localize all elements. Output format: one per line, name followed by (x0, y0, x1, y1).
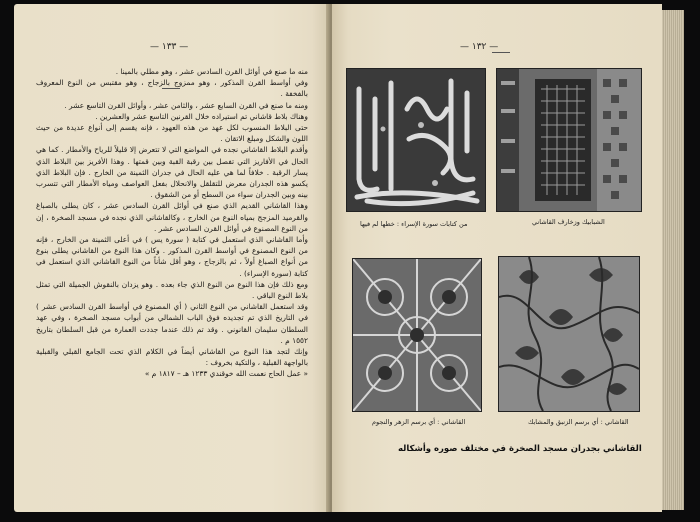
paragraph: وهذا القاشاني القديم الذي صنع في أوائل القرن السادس عشر ، كان يطلى بالصباغ والقرميد المزجج بمياه النوع من الخارج ، وكالقاشاني الذي نجده في مسجد الصخرة ، إن من النوع المصنوع في أوائل القرن السادس عشر . (36, 201, 308, 233)
windows-tile-photo (496, 68, 642, 212)
caption-lily-tiles: القاشاني : أي برسم الزنبق والمشابك (528, 418, 629, 426)
star-tile-photo (352, 258, 482, 412)
paragraph: وهناك بلاط قاشاني تم استيراده خلال القرنين التاسع عشر والعشرين . (95, 111, 308, 121)
paragraph: وقد استعمل القاشاني من النوع الثاني ( أي المصنوع في أواسط القرن السادس عشر ) في التاريخ الذي تم تجديده فوق الباب الشمالي من أبواب مسجد الصخرة ، وفي عهد السلطان سليمان القانوني . وقد تم ذلك عندما جددت العمارة من قبل السلطان بتاريخ ١٥٥٢ م . (36, 302, 308, 345)
page-edges (662, 10, 684, 510)
paragraph: « عمل الحاج نعمت الله خوقندي ١٢٣٣ هـ – ١٨١٧ م » (144, 369, 308, 379)
paragraph: وأما القاشاني الذي استعمل في كتابة ( سورة يس ) في أعلى الثمينة من الخارج ، فإنه من النوع المصنوع في أواسط القرن المذكور . وكان هذا النوع من القاشاني يطلى بنوع من أنواع الصباغ أولاً ، ثم بالزجاج ، وهو أقل شأناً من النوع القاشاني الذي استعمل في كتابة (سورة الإسراء) . (36, 235, 308, 278)
caption-calligraphy: من كتابات سورة الإسراء : خطها لم فيها (360, 220, 468, 228)
page-number-dash (492, 52, 510, 53)
text-page (14, 4, 330, 512)
open-book (14, 4, 686, 518)
paragraph: وأقدم البلاط القاشاني نجده في المواضع التي لا تتعرض إلا قليلاً للرياح والأمطار . كما هي الحال في الأفاريز التي تفصل بين رقبة القبة وبين قمتها . وهذا الأفريز بين البلاط الذي يسار الرقبة . خلافاً لما هي عليه الحال في جدران الثمينة من الخارج . فإن البلاط الذي يكسو هذه الجدران معرض للتقلقل والانحلال بفعل العواصف ومياه الأمطار التي تتسرب بينه وبين الجدران سواء من السطح أو من الشقوق . (36, 145, 308, 200)
paragraph: ومنه ما صنع في القرن السابع عشر ، والثامن عشر ، وأوائل القرن التاسع عشر . (64, 100, 308, 110)
page-number: — ١٣٢ — (460, 42, 499, 52)
paragraph: وفي أواسط القرن المذكور ، وهو ممزوج بالزجاج ، وهو مقتبس من النوع المعروف بالفخفة . (36, 78, 308, 99)
lily-tile-photo (498, 256, 640, 412)
paragraph: منه ما صنع في أوائل القرن السادس عشر ، وهو مطلي بالمينا . (115, 67, 308, 76)
paragraph: حتى البلاط المنسوب لكل عهد من هذه العهود ، فإنه يقسم إلى أنواع عديدة من حيث اللون والشكل ومبلغ الاتقان . (36, 123, 308, 144)
caption-windows: الشبابيك وزخارف القاشاني (532, 218, 605, 226)
calligraphy-tile-photo (346, 68, 486, 212)
body-text (36, 66, 308, 486)
paragraph: وإنك لتجد هذا النوع من القاشاني أيضاً في الكلام الذي تحت الجامع القبلي والقبلية بالواجهة القبلية ، والتكية بخروف : (36, 347, 308, 368)
plates-page (332, 4, 662, 512)
plate-title: القاشاني بجدران مسجد الصخرة في مختلف صوره وأشكاله (398, 444, 642, 454)
page-number: — ١٣٣ — (150, 42, 189, 52)
paragraph: ومع ذلك فإن هذا النوع من النوع الذي جاء بعده . وهو يزدان بالنقوش الجميلة التي تمثل بلاط النوع الباقي . (36, 279, 308, 301)
caption-star-tiles: القاشاني : أي برسم الزهر والنجوم (372, 418, 466, 426)
